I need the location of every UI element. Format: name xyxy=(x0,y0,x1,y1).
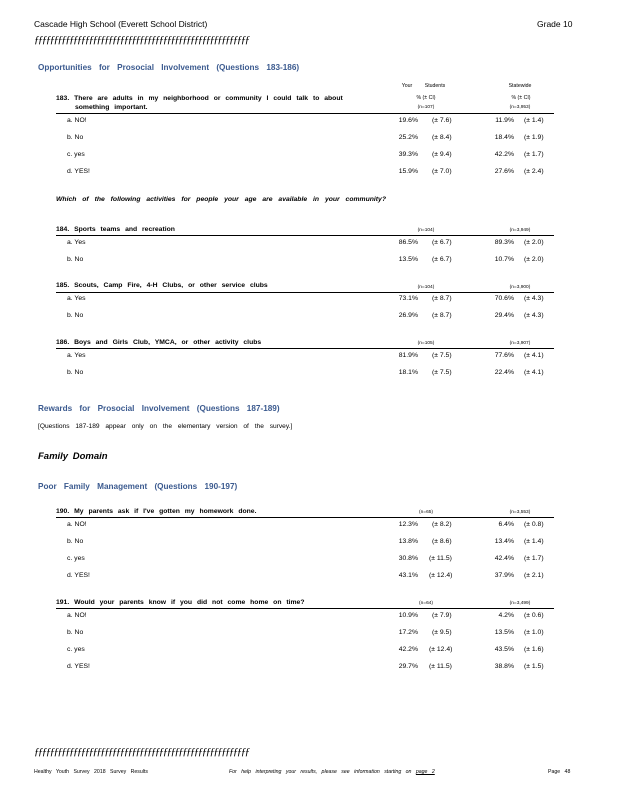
your-pct: 30.8% xyxy=(398,555,418,562)
state-ci: (± 2.0) xyxy=(524,239,544,246)
state-ci: (± 2.4) xyxy=(524,168,544,175)
school-header: Cascade High School (Everett School District) xyxy=(34,19,208,29)
state-ci: (± 2.0) xyxy=(524,256,544,263)
rule-184 xyxy=(56,235,554,236)
option-label: a. NO! xyxy=(67,612,87,619)
state-pct: 13.4% xyxy=(494,538,514,545)
n-state-184: (n=3,949) xyxy=(509,228,531,233)
section-title-rewards: Rewards for Prosocial Involvement (Questions 187-189) xyxy=(38,404,280,413)
your-pct: 73.1% xyxy=(398,295,418,302)
state-pct: 38.8% xyxy=(494,663,514,670)
option-label: d. YES! xyxy=(67,168,90,175)
your-ci: (± 9.4) xyxy=(432,151,452,158)
state-pct: 6.4% xyxy=(498,521,514,528)
question-184-text: 184. Sports teams and recreation xyxy=(56,226,175,233)
your-ci: (± 7.9) xyxy=(432,612,452,619)
section-title-opportunities: Opportunities for Prosocial Involvement (Questions 183-186) xyxy=(38,63,300,72)
your-pct: 42.2% xyxy=(398,646,418,653)
n-state-190: (n=3,553) xyxy=(509,510,531,515)
footer-help-sentence: For help interpreting your results, please see information starting on xyxy=(229,769,412,775)
option-label: b. No xyxy=(67,629,84,636)
your-ci: (± 7.5) xyxy=(432,352,452,359)
option-label: b. No xyxy=(67,134,84,141)
your-ci: (± 11.5) xyxy=(429,555,452,562)
state-ci: (± 1.4) xyxy=(524,117,544,124)
question-183-text-1: 183. There are adults in my neighborhood or community I could talk to about xyxy=(56,95,343,102)
your-ci: (± 8.4) xyxy=(432,134,452,141)
col-header-pct-your: % (± CI) xyxy=(416,95,436,101)
col-header-pct-state: % (± CI) xyxy=(511,95,531,101)
state-ci: (± 1.5) xyxy=(524,663,544,670)
decorative-rule-top: ƒƒƒƒƒƒƒƒƒƒƒƒƒƒƒƒƒƒƒƒƒƒƒƒƒƒƒƒƒƒƒƒƒƒƒƒƒƒƒƒƒƒƒƒƒƒƒƒƒƒƒƒƒƒƒ xyxy=(34,34,249,46)
question-183-text-2: something important. xyxy=(75,104,148,111)
section-title-poor-family-management: Poor Family Management (Questions 190-197) xyxy=(38,482,238,491)
state-pct: 13.5% xyxy=(494,629,514,636)
state-pct: 10.7% xyxy=(494,256,514,263)
your-pct: 39.3% xyxy=(398,151,418,158)
question-185-text: 185. Scouts, Camp Fire, 4-H Clubs, or other service clubs xyxy=(56,282,268,289)
state-pct: 4.2% xyxy=(498,612,514,619)
your-pct: 43.1% xyxy=(398,572,418,579)
your-pct: 86.5% xyxy=(398,239,418,246)
option-label: a. NO! xyxy=(67,521,87,528)
state-ci: (± 4.3) xyxy=(524,295,544,302)
option-label: c. yes xyxy=(67,646,85,653)
state-ci: (± 0.6) xyxy=(524,612,544,619)
your-ci: (± 12.4) xyxy=(429,646,453,653)
state-ci: (± 1.6) xyxy=(524,646,544,653)
grade-label: Grade 10 xyxy=(537,19,573,29)
option-label: a. Yes xyxy=(67,295,86,302)
state-ci: (± 2.1) xyxy=(524,572,544,579)
state-pct: 70.6% xyxy=(494,295,514,302)
col-header-your: Your xyxy=(401,83,413,89)
option-label: a. Yes xyxy=(67,239,86,246)
your-ci: (± 8.7) xyxy=(432,312,452,319)
your-ci: (± 8.2) xyxy=(432,521,452,528)
footer-survey-name: Healthy Youth Survey 2018 Survey Results xyxy=(34,769,148,775)
your-ci: (± 7.5) xyxy=(432,369,452,376)
option-label: c. yes xyxy=(67,555,85,562)
state-ci: (± 1.0) xyxy=(524,629,544,636)
your-ci: (± 8.7) xyxy=(432,295,452,302)
state-pct: 43.5% xyxy=(494,646,514,653)
option-label: b. No xyxy=(67,312,84,319)
option-label: d. YES! xyxy=(67,663,90,670)
question-186-text: 186. Boys and Girls Club, YMCA, or other activity clubs xyxy=(56,339,262,346)
state-pct: 18.4% xyxy=(494,134,514,141)
your-ci: (± 9.5) xyxy=(432,629,452,636)
state-ci: (± 0.8) xyxy=(524,521,544,528)
your-ci: (± 7.6) xyxy=(432,117,452,124)
your-pct: 15.9% xyxy=(398,168,418,175)
n-your-186: (n=105) xyxy=(417,341,435,346)
n-state-185: (n=3,900) xyxy=(509,285,531,290)
your-ci: (± 12.4) xyxy=(429,572,453,579)
your-pct: 13.5% xyxy=(398,256,418,263)
rule-183 xyxy=(56,113,554,114)
rewards-note: [Questions 187-189 appear only on the elementary version of the survey.] xyxy=(38,423,293,430)
rule-185 xyxy=(56,292,554,293)
n-your-185: (n=104) xyxy=(417,285,435,290)
your-ci: (± 6.7) xyxy=(432,239,452,246)
state-ci: (± 1.9) xyxy=(524,134,544,141)
col-header-students: Students xyxy=(424,83,446,89)
state-pct: 37.9% xyxy=(494,572,514,579)
n-your-190: (n=65) xyxy=(419,510,433,515)
option-label: b. No xyxy=(67,369,84,376)
state-pct: 89.3% xyxy=(494,239,514,246)
option-label: c. yes xyxy=(67,151,85,158)
your-pct: 29.7% xyxy=(398,663,418,670)
option-label: b. No xyxy=(67,256,84,263)
your-pct: 12.3% xyxy=(398,521,418,528)
option-label: d. YES! xyxy=(67,572,90,579)
footer-page-number: Page 48 xyxy=(548,769,571,775)
state-ci: (± 4.3) xyxy=(524,312,544,319)
col-header-statewide: Statewide xyxy=(508,83,532,89)
your-ci: (± 8.6) xyxy=(432,538,452,545)
state-ci: (± 1.4) xyxy=(524,538,544,545)
state-pct: 27.6% xyxy=(494,168,514,175)
domain-title-family: Family Domain xyxy=(38,451,108,462)
rule-186 xyxy=(56,348,554,349)
question-190-text: 190. My parents ask if I've gotten my homework done. xyxy=(56,508,257,515)
state-ci: (± 1.7) xyxy=(524,555,544,562)
your-pct: 13.8% xyxy=(398,538,418,545)
your-pct: 25.2% xyxy=(398,134,418,141)
rule-190 xyxy=(56,517,554,518)
your-pct: 81.9% xyxy=(398,352,418,359)
footer-help-text xyxy=(229,769,435,775)
n-your-191: (n=64) xyxy=(419,601,433,606)
n-state-186: (n=3,907) xyxy=(509,341,531,346)
state-ci: (± 4.1) xyxy=(524,369,544,376)
state-pct: 11.9% xyxy=(495,117,514,124)
option-label: a. Yes xyxy=(67,352,86,359)
your-pct: 17.2% xyxy=(398,629,418,636)
decorative-rule-bottom: ƒƒƒƒƒƒƒƒƒƒƒƒƒƒƒƒƒƒƒƒƒƒƒƒƒƒƒƒƒƒƒƒƒƒƒƒƒƒƒƒƒƒƒƒƒƒƒƒƒƒƒƒƒƒƒ xyxy=(34,746,249,758)
your-ci: (± 11.5) xyxy=(429,663,452,670)
state-pct: 42.4% xyxy=(494,555,514,562)
your-ci: (± 7.0) xyxy=(432,168,452,175)
your-ci: (± 6.7) xyxy=(432,256,452,263)
rule-191 xyxy=(56,608,554,609)
your-pct: 18.1% xyxy=(398,369,418,376)
footer-page-link[interactable]: page 2 xyxy=(415,769,435,775)
n-state-191: (n=3,499) xyxy=(509,601,531,606)
state-ci: (± 4.1) xyxy=(524,352,544,359)
question-191-text: 191. Would your parents know if you did not come home on time? xyxy=(56,599,305,606)
n-your-183: (n=107) xyxy=(417,105,435,110)
n-your-184: (n=104) xyxy=(417,228,435,233)
n-state-183: (n=3,953) xyxy=(509,105,531,110)
option-label: a. NO! xyxy=(67,117,87,124)
state-ci: (± 1.7) xyxy=(524,151,544,158)
option-label: b. No xyxy=(67,538,84,545)
your-pct: 10.9% xyxy=(398,612,418,619)
activities-prompt: Which of the following activities for people your age are available in your community? xyxy=(56,196,386,203)
state-pct: 29.4% xyxy=(494,312,514,319)
your-pct: 19.6% xyxy=(398,117,418,124)
state-pct: 77.6% xyxy=(494,352,514,359)
your-pct: 26.9% xyxy=(398,312,418,319)
state-pct: 42.2% xyxy=(494,151,514,158)
state-pct: 22.4% xyxy=(494,369,514,376)
